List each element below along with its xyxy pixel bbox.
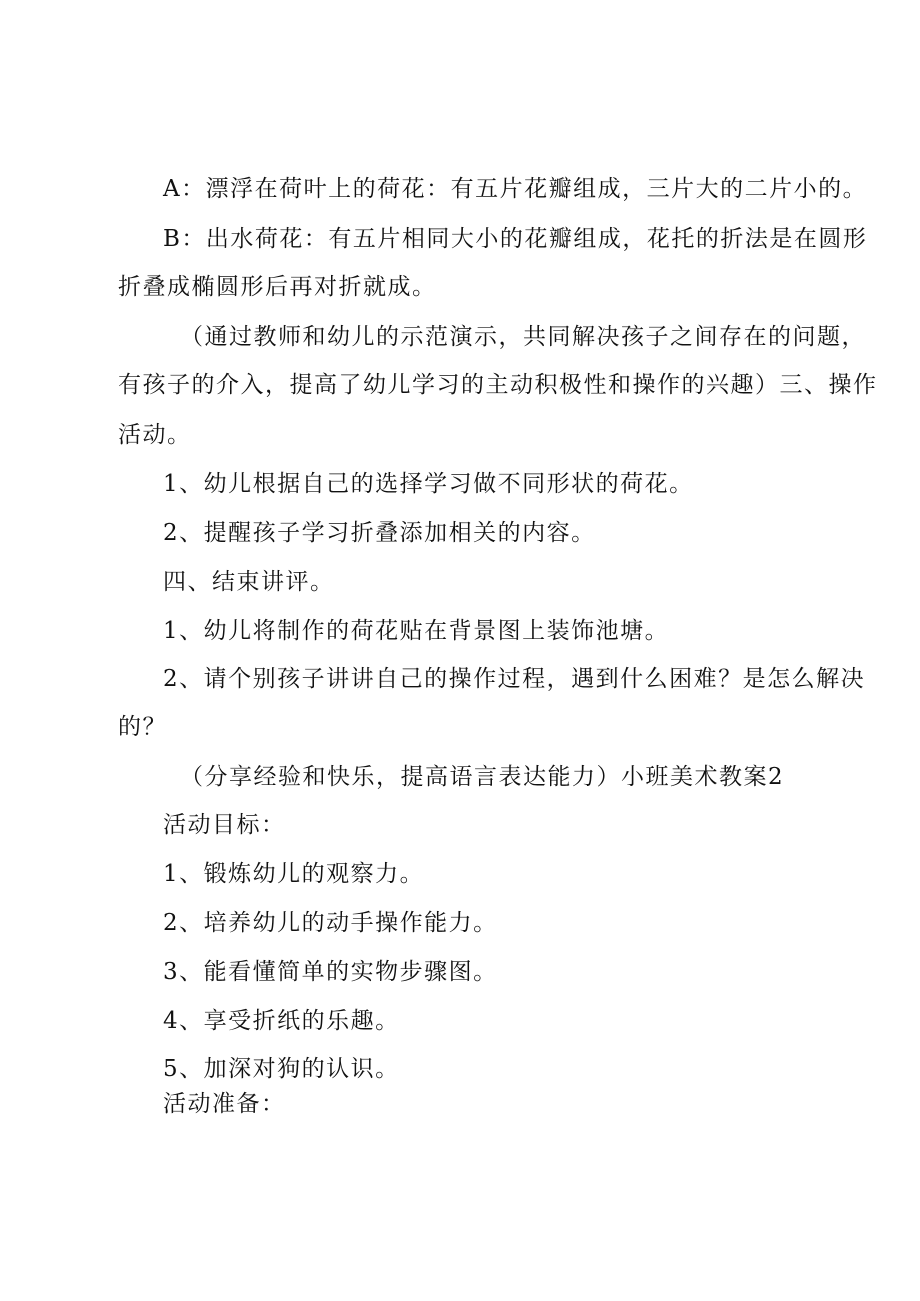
- paragraph-line: 折叠成椭圆形后再对折就成。: [118, 274, 437, 300]
- section-heading: 活动目标：: [163, 812, 286, 838]
- section-heading: 活动准备：: [163, 1091, 286, 1117]
- paragraph-line: B：出水荷花：有五片相同大小的花瓣组成，花托的折法是在圆形: [163, 226, 868, 252]
- paragraph-line: （分享经验和快乐，提高语言表达能力）小班美术教案2: [180, 764, 785, 790]
- paragraph-line: 的？: [118, 714, 167, 740]
- list-item: 3、能看懂简单的实物步骤图。: [163, 959, 498, 985]
- list-item: 2、请个别孩子讲讲自己的操作过程，遇到什么困难？是怎么解决: [163, 666, 866, 692]
- list-item: 2、提醒孩子学习折叠添加相关的内容。: [163, 520, 596, 546]
- list-item: 1、锻炼幼儿的观察力。: [163, 861, 425, 887]
- list-item: 1、幼儿根据自己的选择学习做不同形状的荷花。: [163, 471, 694, 497]
- list-item: 1、幼儿将制作的荷花贴在背景图上装饰池塘。: [163, 618, 670, 644]
- section-heading: 四、结束讲评。: [163, 569, 335, 595]
- paragraph-line: 活动。: [118, 422, 192, 448]
- list-item: 2、培养幼儿的动手操作能力。: [163, 910, 498, 936]
- list-item: 5、加深对狗的认识。: [163, 1056, 400, 1082]
- paragraph-line: A：漂浮在荷叶上的荷花：有五片花瓣组成，三片大的二片小的。: [163, 176, 868, 202]
- paragraph-line: 有孩子的介入，提高了幼儿学习的主动积极性和操作的兴趣）三、操作: [118, 372, 878, 398]
- list-item: 4、享受折纸的乐趣。: [163, 1008, 400, 1034]
- paragraph-line: （通过教师和幼儿的示范演示，共同解决孩子之间存在的问题，: [180, 324, 866, 350]
